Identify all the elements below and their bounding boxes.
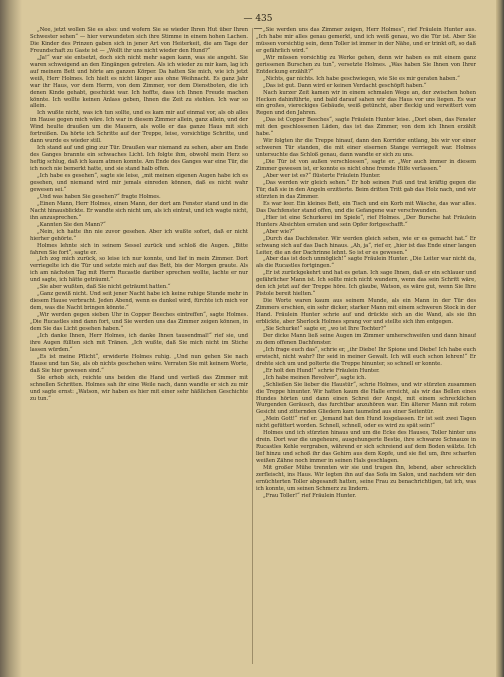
right-column-paragraph: „Das werden wir gleich sehen.“ Er hob seinen Fuß und trat kräftig gegen die Tür, daß sie in den Angeln erzitterte. Beim dritten Tritt gab das Holz nach, und wir stürzten in das Zimmer. <box>256 179 476 200</box>
left-column-paragraph: „Sie aber wußten, daß Sie nicht geträumt hatten.“ <box>37 284 171 291</box>
right-column-paragraph: Es war leer. Ein kleines Bett, ein Tisch und ein Korb mit Wäsche, das war alles. Das Dachfenster stand offen, und die Gefangene war verschwunden. <box>256 200 476 214</box>
right-column-paragraph: „Nichts, gar nichts. Ich habe geschwiegen, wie Sie es mir geraten haben.“ <box>263 75 460 82</box>
left-column-paragraph: „Ich habe es gesehen“, sagte sie leise, „mit meinen eigenen Augen habe ich es gesehen, und niemand wird mir jemals einreden können, daß es nicht wahr gewesen sei.“ <box>30 173 248 193</box>
left-column-paragraph: „Und was haben Sie gesehen?“ fragte Holmes. <box>37 193 161 200</box>
left-column-paragraph: Holmes lehnte sich in seinem Sessel zurück und schloß die Augen. „Bitte fahren Sie fort“, sagte er. <box>30 242 248 256</box>
right-column-paragraph: „Das ist Copper Beeches“, sagte Fräulein Hunter leise. „Dort oben, das Fenster mit den geschlossenen Läden, das ist das Zimmer, von dem ich Ihnen erzählt habe.“ <box>256 117 476 138</box>
left-column-paragraph: „Nein, ich hatte ihn nie zuvor gesehen. Aber ich wußte sofort, daß er nicht hierher gehörte.“ <box>30 228 248 242</box>
right-column-paragraph: Der dicke Mann ließ seine Augen im Zimmer umherschweifen und dann hinauf zu dem offenen Dachfenster. <box>256 332 476 346</box>
gutter-shadow <box>0 0 22 677</box>
right-column-paragraph: „Ich habe meinen Revolver“, sagte ich. <box>263 374 366 381</box>
right-column-paragraph: Mit großer Mühe trennten wir sie und trugen ihn, lebend, aber schrecklich zerfleischt, ins Haus. Wir legten ihn auf das Sofa im Salon, und nachdem wir den ernüchterten Toller abgesandt hatten, seine Frau zu benachrichtigen, tat ich, was ich konnte, um seinen Schmerz zu lindern. <box>256 465 476 492</box>
column-divider <box>252 28 253 664</box>
right-column-paragraph: „Das ist gut. Dann wird er keinen Verdacht geschöpft haben.“ <box>263 82 427 89</box>
left-column-paragraph: Ich stand auf und ging zur Tür. Draußen war niemand zu sehen, aber am Ende des Ganges brannte ein schwaches Licht. Ich folgte ihm, obwohl mein Herz so heftig schlug, daß ich kaum atmen konnte. Am Ende des Ganges war eine Tür, die ich noch nie bemerkt hatte, und sie stand halb offen. <box>30 145 248 173</box>
left-column-paragraph: Sie erhob sich, reichte uns beiden die Hand und verließ das Zimmer mit schnellen Schritten. Holmes sah ihr eine Weile nach, dann wandte er sich zu mir und sagte ernst: „Watson, wir haben es hier mit einer sehr häßlichen Geschichte zu tun.“ <box>30 374 248 402</box>
right-column-paragraph: „Die Tür ist von außen verschlossen“, sagte er. „Wer auch immer in diesem Zimmer gewesen ist, er konnte es nicht ohne fremde Hilfe verlassen.“ <box>256 159 476 173</box>
right-column-paragraph: „Sie Schurke!“ sagte er, „wo ist Ihre Tochter?“ <box>263 325 387 332</box>
right-column-paragraph: „Aber wer ist es?“ flüsterte Fräulein Hunter. <box>263 173 381 180</box>
right-column-paragraph: „Er ist zurückgekehrt und hat es getan. Ich sage Ihnen, daß er ein schlauer und gefährlicher Mann ist. Ich sollte mich nicht wundern, wenn das sein Schritt wäre, den ich jetzt auf der Treppe höre. Ich glaube, Watson, es wäre gut, wenn Sie Ihre Pistole bereit hielten.“ <box>256 270 476 298</box>
left-column-paragraph: „Ich zog mich zurück, so leise ich nur konnte, und lief in mein Zimmer. Dort verriegelte ich die Tür und setzte mich auf das Bett, bis der Morgen graute. Als ich am nächsten Tag mit Herrn Rucastle darüber sprechen wollte, lachte er nur und sagte, ich hätte geträumt.“ <box>30 256 248 284</box>
left-column-paragraph: Ich wußte nicht, was ich tun sollte, und es kam mir auf einmal vor, als ob alles im Hause gegen mich wäre. Ich war in diesem Zimmer allein, ganz allein, und der Wind heulte draußen um die Mauern, als wolle er das ganze Haus mit sich fortreißen. Da hörte ich Schritte auf der Treppe, leise, vorsichtige Schritte, und dann wurde es wieder still. <box>30 110 248 145</box>
right-column-paragraph: „Aber das ist doch unmöglich!“ sagte Fräulein Hunter. „Die Leiter war nicht da, als die Rucastles fortgingen.“ <box>256 256 476 270</box>
page-number: — 435 — <box>243 14 273 34</box>
right-column-paragraph: „Durch das Dachfenster. Wir werden gleich sehen, wie er es gemacht hat.“ Er schwang sich auf das Dach hinaus. „Ah, ja“, rief er, „hier ist das Ende einer langen Leiter, die an der Dachrinne lehnt. So ist er es gewesen.“ <box>256 235 476 256</box>
left-column-paragraph: „Wir werden gegen sieben Uhr in Copper Beeches eintreffen“, sagte Holmes. „Die Rucastles sind dann fort, und Sie werden uns das Zimmer zeigen können, in dem Sie das Licht gesehen haben.“ <box>30 312 248 332</box>
right-column-paragraph: „Ich frage euch das“, schrie er, „ihr Diebe! Ihr Spione und Diebe! Ich habe euch erwischt, nicht wahr? Ihr seid in meiner Gewalt. Ich will euch schon lehren!“ Er drehte sich um und polterte die Treppe hinunter, so schnell er konnte. <box>256 346 476 367</box>
right-column-paragraph: „Wir müssen vorsichtig zu Werke gehen, denn wir haben es mit einem ganz gerissenen Burschen zu tun“, versetzte Holmes. „Was haben Sie Ihnen von Ihrer Entdeckung erzählt?“ <box>256 54 476 75</box>
right-column-paragraph: „Mein Gott!“ rief er. „Jemand hat den Hund losgelassen. Er ist seit zwei Tagen nicht gefüttert worden. Schnell, schnell, oder es wird zu spät sein!“ <box>256 416 476 430</box>
right-column-paragraph: Holmes und ich stürzten hinaus und um die Ecke des Hauses, Toller hinter uns drein. Dort war die ungeheure, ausgehungerte Bestie, ihre schwarze Schnauze in Rucastles Kehle vergraben, während er sich schreiend auf dem Boden wälzte. Ich lief hinzu und schoß ihr das Gehirn aus dem Kopfe, und sie fiel um, ihre scharfen weißen Zähne noch immer in seinen Hals geschlagen. <box>256 430 476 465</box>
right-column-paragraph: „Sie werden uns das Zimmer zeigen, Herr Holmes“, rief Fräulein Hunter aus. „Ich habe mir alles genau gemerkt, und ich weiß genau, wo die Tür ist. Aber Sie müssen vorsichtig sein, denn Toller ist immer in der Nähe, und er trinkt oft, so daß er gefährlich wird.“ <box>256 27 476 54</box>
left-column-paragraph: „Ganz gewiß nicht. Und seit jener Nacht habe ich keine ruhige Stunde mehr in diesem Hause verbracht. Jeden Abend, wenn es dunkel wird, fürchte ich mich vor dem, was die Nacht bringen könnte.“ <box>30 291 248 312</box>
left-column <box>30 27 248 667</box>
left-column-paragraph: „Es ist meine Pflicht“, erwiderte Holmes ruhig. „Und nun gehen Sie nach Hause und tun Sie, als ob nichts geschehen wäre. Verraten Sie mit keinem Worte, daß Sie hier gewesen sind.“ <box>30 353 248 374</box>
right-column-paragraph: „Aber wie?“ <box>263 228 295 235</box>
left-column-paragraph: „Ich danke Ihnen, Herr Holmes, ich danke Ihnen tausendmal!“ rief sie, und ihre Augen füllten sich mit Tränen. „Ich wußte, daß Sie mich nicht im Stiche lassen würden.“ <box>30 332 248 353</box>
right-column-paragraph: „Frau Toller!“ rief Fräulein Hunter. <box>263 492 357 499</box>
right-column-paragraph: „Er holt den Hund!“ schrie Fräulein Hunter. <box>263 367 380 374</box>
left-column-paragraph: „Nee, jetzt wollen Sie es also: und wofern Sie se wieder Ihren Hut über Ihren Schwester sehen“ — hier verwundeten sich ihre Stimme in einem hohen Lachen. Die Kinder des Prinzen gaben sich in jener Art von Heiterkeit, die am Tage der Freundschaft zu Gaste ist — „Wollt ihr uns nicht wieder den Hund?“ <box>30 27 248 54</box>
left-column-paragraph: „Kannten Sie den Mann?“ <box>37 221 106 228</box>
right-column-paragraph: Nach kurzer Zeit kamen wir in einem schmalen Wege an, der zwischen hohen Hecken dahinführte, und bald darauf sahen wir das Haus vor uns liegen. Es war ein großes, viereckiges Gebäude, weiß getüncht, aber fleckig und verwittert vom Regen und den Jahren. <box>256 89 476 117</box>
right-column-paragraph: Die Worte waren kaum aus seinem Munde, als ein Mann in der Tür des Zimmers erschien, ein sehr dicker, starker Mann mit einem schweren Stock in der Hand. Fräulein Hunter schrie auf und drückte sich an die Wand, als sie ihn erblickte, aber Sherlock Holmes sprang vor und stellte sich ihm entgegen. <box>256 298 476 326</box>
right-column-paragraph: „Schließen Sie lieber die Haustür“, schrie Holmes, und wir stürzten zusammen die Treppe hinunter. Wir hatten kaum die Halle erreicht, als wir das Bellen eines Hundes hörten und dann einen Schrei der Angst, mit einem schrecklichen Wurgenden Geräusch, das furchtbar anzuhören war. Ein älterer Mann mit rotem Gesicht und zitternden Gliedern kam taumelnd aus einer Seitentür. <box>256 381 476 416</box>
right-column-paragraph: Wir folgten ihr die Treppe hinauf, dann den Korridor entlang, bis wir vor einer schweren Tür standen, die mit einer eisernen Stange verriegelt war. Holmes untersuchte das Schloß genau, dann wandte er sich zu uns. <box>256 138 476 159</box>
right-column-paragraph: „Hier ist eine Schurkerei im Spiele“, rief Holmes. „Der Bursche hat Fräulein Hunters Absichten erraten und sein Opfer fortgeschafft.“ <box>256 214 476 228</box>
right-column <box>256 27 476 667</box>
left-column-paragraph: „Ja!“ war sie entsetzt, doch sich nicht mehr sagen kann, was sie angeht. Sie waren schweigend an den Eingängen getreten. Als ich wieder zu mir kam, lag ich auf meinem Bett und hörte am ganzen Körper. Da hatten Sie mich, wie ich jetzt weiß, Herr Holmes. Ich hielt es nicht länger aus ohne Weihnacht. Es ganz Jahr war ihr Haus, vor dem Herrn, von dem Zimmer, vor dem Dienstboten, die ich denen Kinde gehabt, geschickt war. Ich hoffte, dass ich Ihnen Freude machen könnte. Ich wollte keinen Anlass geben, Ihnen die Zeit zu stehlen. Ich war so allein. <box>30 54 248 110</box>
left-column-paragraph: „Einen Mann, Herr Holmes, einen Mann, der dort am Fenster stand und in die Nacht hinausblickte. Er wandte sich nicht um, als ich eintrat, und ich wagte nicht, ihn anzusprechen.“ <box>30 200 248 221</box>
page-edge <box>496 0 504 677</box>
